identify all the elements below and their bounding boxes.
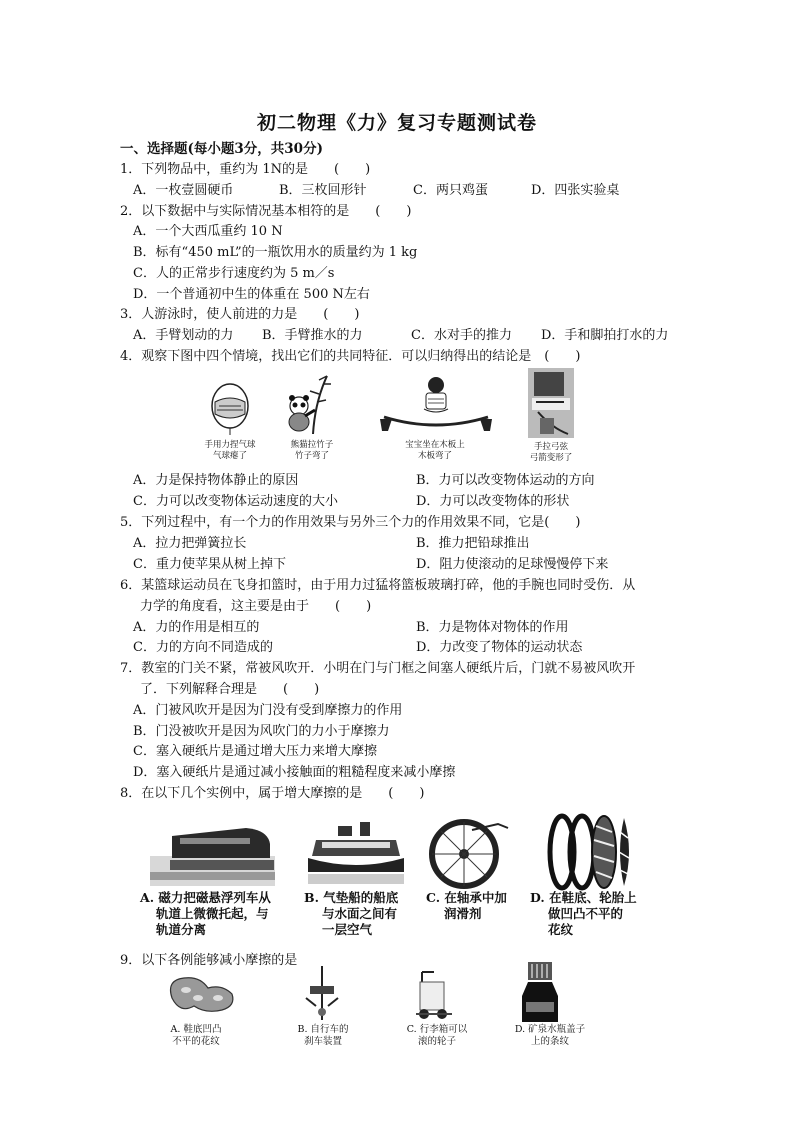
- q9-caption-c: [394, 1024, 480, 1048]
- question-1-stem: 1．下列物品中，重约为 1N的是 ( ): [120, 162, 371, 177]
- question-4-option-c: C．力可以改变物体运动速度的大小: [133, 494, 338, 509]
- question-9-stem: 9．以下各例能够减小摩擦的是: [120, 953, 298, 968]
- q4-caption-1: [196, 440, 264, 462]
- q8-caption-c-line-1: C. 在轴承中加: [426, 890, 507, 905]
- question-5-stem: 5．下列过程中，有一个力的作用效果与另外三个力的作用效果不同，它是( ): [120, 515, 581, 530]
- q4-caption-4-line-2: 弓箭变形了: [529, 453, 573, 463]
- question-6-option-a: A．力的作用是相互的: [133, 620, 260, 635]
- question-5-option-b: B．推力把铅球推出: [416, 536, 530, 551]
- q4-caption-3: [400, 440, 470, 462]
- question-4-stem: 4．观察下图中四个情境，找出它们的共同特征．可以归纳得出的结论是 ( ): [120, 349, 581, 364]
- question-2-option-b: B．标有“450 mL”的一瓶饮用水的质量约为 1 kg: [133, 245, 418, 260]
- q4-caption-1-line-2: 气球瘪了: [212, 451, 247, 461]
- question-3-option-b: B．手臂推水的力: [262, 328, 363, 343]
- q4-caption-3-line-1: 宝宝坐在木板上: [405, 440, 465, 450]
- q4-caption-2-line-1: 熊猫拉竹子: [290, 440, 334, 450]
- question-1-option-b: B．三枚回形针: [279, 183, 367, 198]
- question-4-option-d: D．力可以改变物体的形状: [416, 494, 570, 509]
- question-4-option-b: B．力可以改变物体运动的方向: [416, 473, 595, 488]
- baby-plank-figure: [380, 375, 492, 435]
- question-2-option-d: D．一个普通初中生的体重在 500 N左右: [133, 287, 370, 302]
- question-1-option-c: C．两只鸡蛋: [413, 183, 488, 198]
- q9-caption-b-line-2: 刹车装置: [303, 1036, 342, 1047]
- question-2-stem: 2．以下数据中与实际情况基本相符的是 ( ): [120, 204, 412, 219]
- maglev-train-figure: [150, 816, 275, 886]
- question-5-option-c: C．重力使苹果从树上掉下: [133, 557, 286, 572]
- shoe-sole-figure: [166, 968, 238, 1018]
- question-6-stem-line-2: 力学的角度看，这主要是由于 ( ): [140, 599, 372, 614]
- q8-caption-c: [426, 890, 507, 922]
- question-8-stem: 8．在以下几个实例中，属于增大摩擦的是 ( ): [120, 786, 425, 801]
- q8-caption-a: [140, 890, 271, 938]
- q8-caption-d: [530, 890, 637, 938]
- q9-caption-b: [285, 1024, 361, 1048]
- question-6-stem-line-1: 6．某篮球运动员在飞身扣篮时，由于用力过猛将篮板玻璃打碎，他的手腕也同时受伤．从: [120, 578, 636, 593]
- bearing-wheel-figure: [428, 812, 510, 892]
- q4-caption-4-line-1: 手拉弓弦: [533, 442, 568, 452]
- q9-caption-a-line-2: 不平的花纹: [172, 1036, 220, 1047]
- question-6-option-d: D．力改变了物体的运动状态: [416, 640, 583, 655]
- q8-caption-c-line-2: 润滑剂: [444, 906, 482, 921]
- q8-caption-b: [304, 890, 398, 938]
- luggage-wheels-figure: [414, 968, 458, 1022]
- question-3-stem: 3．人游泳时，使人前进的力是 ( ): [120, 307, 360, 322]
- hovercraft-figure: [308, 820, 404, 884]
- question-2-option-a: A．一个大西瓜重约 10 N: [133, 224, 283, 239]
- question-6-option-b: B．力是物体对物体的作用: [416, 620, 569, 635]
- q8-caption-d-line-2: 做凹凸不平的: [548, 906, 624, 921]
- question-3-option-a: A．手臂划动的力: [133, 328, 234, 343]
- q9-caption-b-line-1: B. 自行车的: [297, 1024, 349, 1035]
- q8-caption-b-line-2: 与水面之间有: [322, 906, 398, 921]
- page-title: 初二物理《力》复习专题测试卷: [256, 112, 537, 134]
- bottle-cap-figure: [514, 962, 566, 1022]
- q9-caption-d: [500, 1024, 600, 1048]
- q9-caption-a: [158, 1024, 234, 1048]
- question-7-option-b: B．门没被吹开是因为风吹门的力小于摩擦力: [133, 724, 390, 739]
- question-3-option-c: C．水对手的推力: [411, 328, 512, 343]
- panda-bamboo-figure: [283, 372, 337, 434]
- q9-caption-c-line-2: 滚的轮子: [417, 1036, 456, 1047]
- question-7-option-c: C．塞入硬纸片是通过增大压力来增大摩擦: [133, 744, 377, 759]
- question-5-option-a: A．拉力把弹簧拉长: [133, 536, 247, 551]
- q8-caption-a-line-1: A. 磁力把磁悬浮列车从: [140, 890, 271, 905]
- question-1-option-d: D．四张实验桌: [531, 183, 620, 198]
- q8-caption-a-line-2: 轨道上微微托起，与: [156, 906, 269, 921]
- q8-caption-d-line-1: D. 在鞋底、轮胎上: [530, 890, 637, 905]
- q8-caption-a-line-3: 轨道分离: [156, 922, 207, 937]
- question-6-option-c: C．力的方向不同造成的: [133, 640, 273, 655]
- question-7-option-d: D．塞入硬纸片是通过减小接触面的粗糙程度来减小摩擦: [133, 765, 456, 780]
- q4-caption-4: [521, 442, 581, 464]
- q4-caption-2-line-2: 竹子弯了: [294, 451, 329, 461]
- section-heading: 一、选择题(每小题3分，共30分): [120, 141, 323, 157]
- question-1-option-a: A．一枚壹圆硬币: [133, 183, 234, 198]
- tire-tread-figure: [546, 812, 634, 892]
- q8-caption-b-line-3: 一层空气: [322, 922, 373, 937]
- bike-brake-figure: [296, 966, 346, 1022]
- question-3-option-d: D．手和脚拍打水的力: [541, 328, 669, 343]
- question-2-option-c: C．人的正常步行速度约为 5 m／s: [133, 266, 335, 281]
- q4-caption-3-line-2: 木板弯了: [417, 451, 452, 461]
- q4-caption-1-line-1: 手用力捏气球: [204, 440, 256, 450]
- q9-caption-a-line-1: A. 鞋底凹凸: [170, 1024, 222, 1035]
- question-7-option-a: A．门被风吹开是因为门没有受到摩擦力的作用: [133, 703, 403, 718]
- q8-caption-d-line-3: 花纹: [548, 922, 574, 937]
- q9-caption-d-line-2: 上的条纹: [530, 1036, 569, 1047]
- question-7-stem-line-2: 了．下列解释合理是 ( ): [140, 682, 320, 697]
- question-4-option-a: A．力是保持物体静止的原因: [133, 473, 299, 488]
- q9-caption-c-line-1: C. 行李箱可以: [406, 1024, 468, 1035]
- q8-caption-b-line-1: B. 气垫船的船底: [304, 890, 399, 905]
- q9-caption-d-line-1: D. 矿泉水瓶盖子: [514, 1024, 586, 1035]
- question-5-option-d: D．阻力使滚动的足球慢慢停下来: [416, 557, 609, 572]
- q4-caption-2: [278, 440, 346, 462]
- balloon-squeeze-figure: [205, 380, 255, 436]
- bow-string-figure: [528, 368, 574, 438]
- question-7-stem-line-1: 7．教室的门关不紧，常被风吹开．小明在门与门框之间塞人硬纸片后，门就不易被风吹开: [120, 661, 636, 676]
